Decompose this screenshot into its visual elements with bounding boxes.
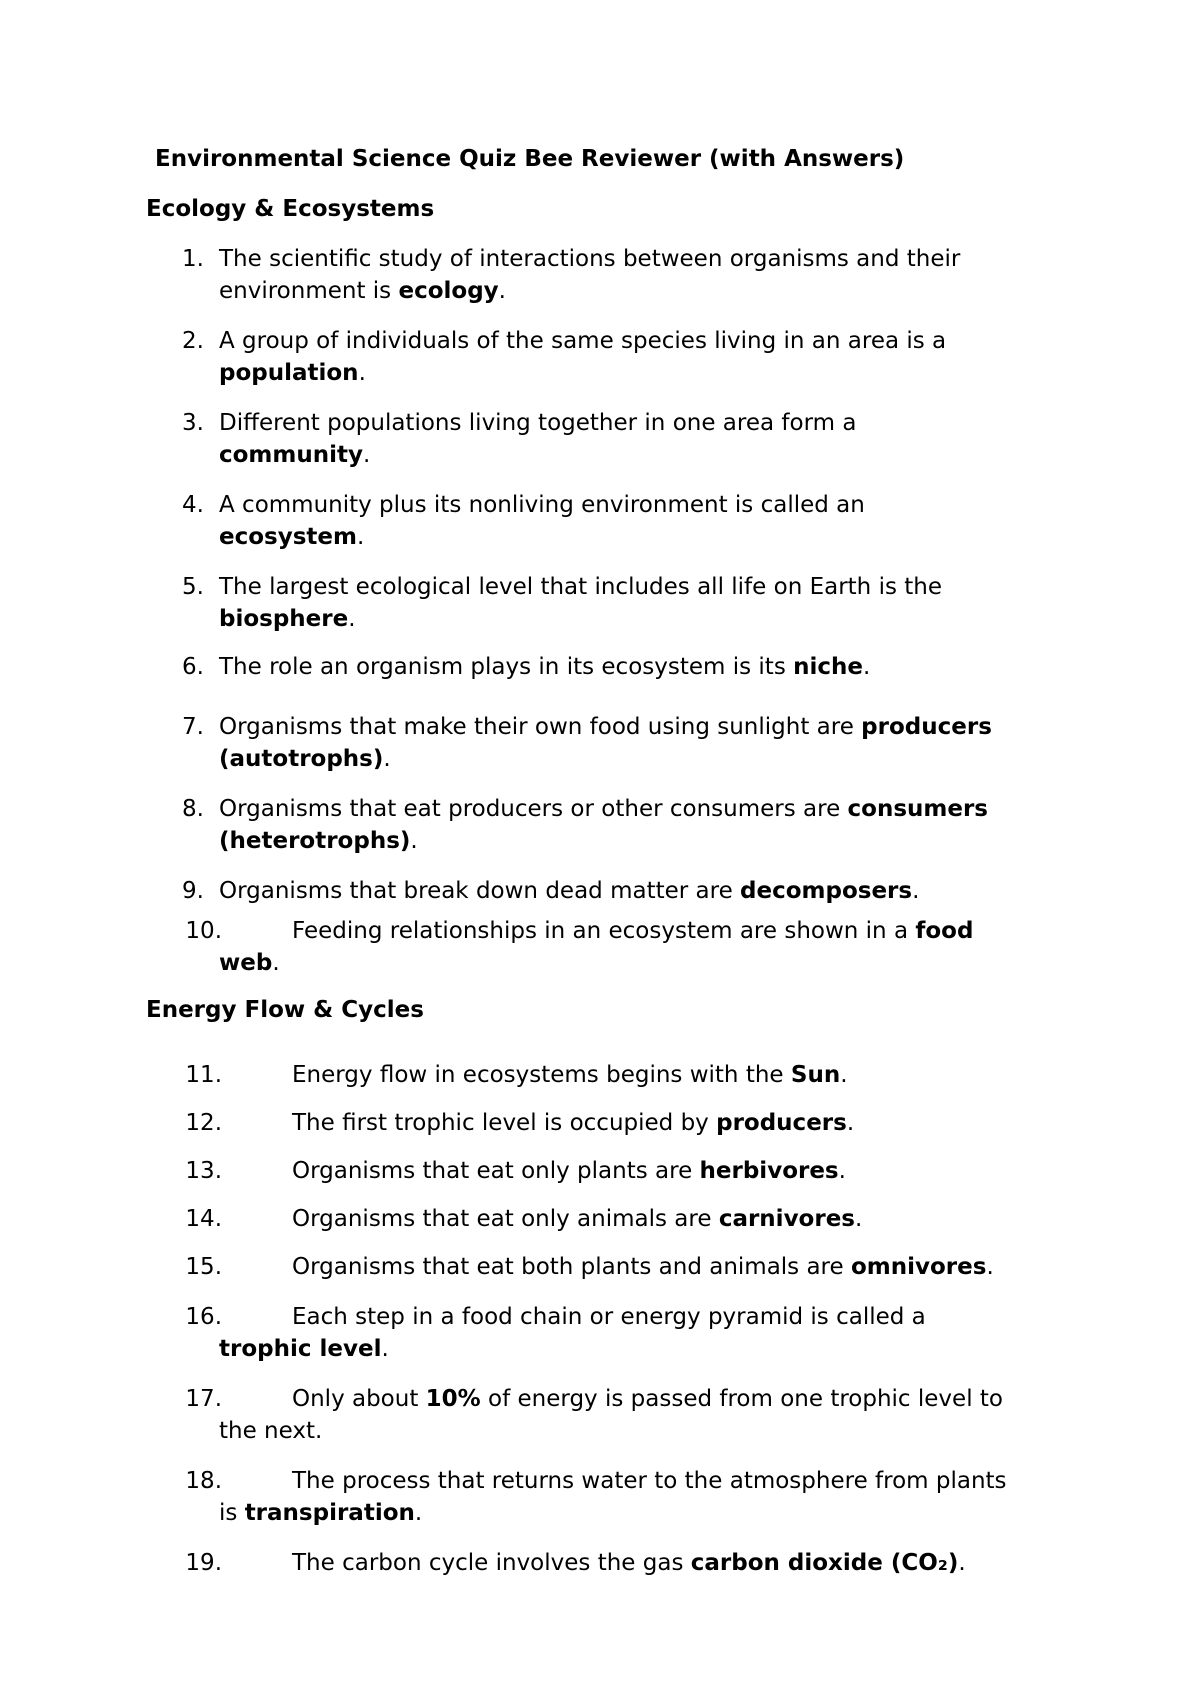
question-text: Organisms that eat producers or other consumers are	[219, 796, 848, 822]
answer-text: trophic level	[219, 1336, 382, 1362]
item-text	[219, 1059, 1089, 1091]
item-number: 15.	[185, 1254, 222, 1280]
item-text	[219, 1301, 1089, 1365]
question-text: The first trophic level is occupied by	[292, 1110, 717, 1136]
item-line-2	[219, 603, 1089, 635]
question-text: .	[986, 1254, 994, 1280]
question-text: .	[410, 828, 418, 854]
item-line-1	[219, 1107, 1089, 1139]
item-line-1	[219, 1383, 1089, 1415]
question-text: .	[272, 950, 280, 976]
question-text: A community plus its nonliving environment is called an	[219, 492, 865, 518]
answer-text: web	[219, 950, 273, 976]
answer-text: omnivores	[850, 1254, 987, 1280]
answer-text: herbivores	[699, 1158, 839, 1184]
question-text: Only about	[292, 1386, 426, 1412]
item-line-1	[219, 571, 1089, 603]
item-line-1	[219, 1301, 1089, 1333]
answer-text: niche	[793, 654, 863, 680]
item-line-2	[219, 1333, 1089, 1365]
item-text	[219, 1155, 1089, 1187]
answer-text: carbon dioxide (CO₂)	[690, 1550, 959, 1576]
item-line-1	[219, 915, 1089, 947]
question-text: the next.	[219, 1418, 323, 1444]
item-line-1	[219, 407, 1089, 439]
question-text: Organisms that make their own food using sunlight are	[219, 714, 862, 740]
item-number: 2.	[182, 328, 204, 354]
answer-text: biosphere	[219, 606, 349, 632]
answer-text: (heterotrophs)	[219, 828, 411, 854]
item-line-1	[219, 651, 1089, 683]
question-text: The process that returns water to the atmosphere from plants	[292, 1468, 1007, 1494]
question-text: .	[356, 524, 365, 550]
item-text	[219, 1107, 1089, 1139]
item-line-1	[219, 1203, 1089, 1235]
item-text	[219, 875, 1089, 907]
question-text: A group of individuals of the same species living in an area is a	[219, 328, 947, 354]
item-text	[219, 407, 1089, 471]
item-number: 6.	[182, 654, 204, 680]
item-line-1	[219, 793, 1089, 825]
item-line-1	[219, 325, 1089, 357]
item-number: 14.	[185, 1206, 222, 1232]
item-number: 7.	[182, 714, 204, 740]
question-text: Organisms that eat only animals are	[292, 1206, 719, 1232]
section-heading: Energy Flow & Cycles	[146, 997, 424, 1023]
answer-text: producers	[861, 714, 992, 740]
question-text: .	[846, 1110, 855, 1136]
item-line-2	[219, 1497, 1089, 1529]
item-number: 13.	[185, 1158, 222, 1184]
section-heading: Ecology & Ecosystems	[146, 196, 435, 222]
answer-text: Sun	[790, 1062, 841, 1088]
item-number: 10.	[185, 918, 222, 944]
question-text: of energy is passed from one trophic level to	[480, 1386, 1003, 1412]
answer-text: ecosystem	[219, 524, 357, 550]
question-text: Feeding relationships in an ecosystem are shown in a	[292, 918, 916, 944]
question-text: Different populations living together in one area form a	[219, 410, 857, 436]
item-line-1	[219, 1251, 1089, 1283]
document-title: Environmental Science Quiz Bee Reviewer (with Answers)	[155, 146, 905, 172]
question-text: .	[958, 1550, 966, 1576]
item-text	[219, 1547, 1089, 1579]
item-number: 18.	[185, 1468, 222, 1494]
question-text: Organisms that eat only plants are	[292, 1158, 700, 1184]
item-line-1	[219, 243, 1089, 275]
question-text: .	[498, 278, 506, 304]
question-text: .	[863, 654, 871, 680]
answer-text: population	[219, 360, 359, 386]
item-number: 1.	[182, 246, 204, 272]
item-line-1	[219, 1547, 1089, 1579]
item-line-1	[219, 1155, 1089, 1187]
item-text	[219, 571, 1089, 635]
item-number: 17.	[185, 1386, 222, 1412]
question-text: Each step in a food chain or energy pyramid is called a	[292, 1304, 926, 1330]
question-text: .	[381, 1336, 389, 1362]
question-text: .	[363, 442, 371, 468]
question-text: .	[840, 1062, 848, 1088]
question-text: The scientific study of interactions between organisms and their	[219, 246, 961, 272]
item-number: 16.	[185, 1304, 222, 1330]
question-text: .	[348, 606, 356, 632]
item-number: 4.	[182, 492, 204, 518]
question-text: Energy flow in ecosystems begins with the	[292, 1062, 791, 1088]
answer-text: consumers	[847, 796, 989, 822]
question-text: .	[912, 878, 920, 904]
item-number: 19.	[185, 1550, 222, 1576]
item-line-2	[219, 743, 1089, 775]
item-text	[219, 1383, 1089, 1447]
item-number: 9.	[182, 878, 204, 904]
item-line-2	[219, 439, 1089, 471]
item-line-2	[219, 1415, 1089, 1447]
item-text	[219, 793, 1089, 857]
item-line-2	[219, 521, 1089, 553]
item-line-1	[219, 1059, 1089, 1091]
item-number: 11.	[185, 1062, 222, 1088]
item-text	[219, 325, 1089, 389]
question-text: .	[414, 1500, 423, 1526]
item-text	[219, 489, 1089, 553]
item-line-2	[219, 275, 1089, 307]
answer-text: ecology	[398, 278, 499, 304]
question-text: .	[383, 746, 391, 772]
question-text: .	[855, 1206, 863, 1232]
answer-text: transpiration	[244, 1500, 415, 1526]
item-number: 12.	[185, 1110, 222, 1136]
question-text: The role an organism plays in its ecosystem is its	[219, 654, 794, 680]
answer-text: producers	[716, 1110, 847, 1136]
item-text	[219, 1203, 1089, 1235]
item-number: 8.	[182, 796, 204, 822]
question-text: is	[219, 1500, 245, 1526]
item-number: 5.	[182, 574, 204, 600]
answer-text: decomposers	[740, 878, 913, 904]
item-line-1	[219, 875, 1089, 907]
item-text	[219, 1251, 1089, 1283]
answer-text: carnivores	[718, 1206, 855, 1232]
item-text	[219, 1465, 1089, 1529]
item-line-1	[219, 1465, 1089, 1497]
item-number: 3.	[182, 410, 204, 436]
item-text	[219, 915, 1089, 979]
question-text: .	[838, 1158, 846, 1184]
answer-text: food	[915, 918, 974, 944]
item-line-1	[219, 489, 1089, 521]
question-text: The largest ecological level that includes all life on Earth is the	[219, 574, 942, 600]
item-line-2	[219, 947, 1089, 979]
answer-text: community	[219, 442, 363, 468]
item-line-1	[219, 711, 1089, 743]
answer-text: (autotrophs)	[219, 746, 384, 772]
answer-text: 10%	[425, 1386, 481, 1412]
question-text: The carbon cycle involves the gas	[292, 1550, 691, 1576]
item-line-2	[219, 825, 1089, 857]
question-text: Organisms that eat both plants and animals are	[292, 1254, 851, 1280]
item-text	[219, 243, 1089, 307]
question-text: Organisms that break down dead matter are	[219, 878, 741, 904]
question-text: .	[358, 360, 366, 386]
question-text: environment is	[219, 278, 399, 304]
item-text	[219, 651, 1089, 683]
item-line-2	[219, 357, 1089, 389]
item-text	[219, 711, 1089, 775]
